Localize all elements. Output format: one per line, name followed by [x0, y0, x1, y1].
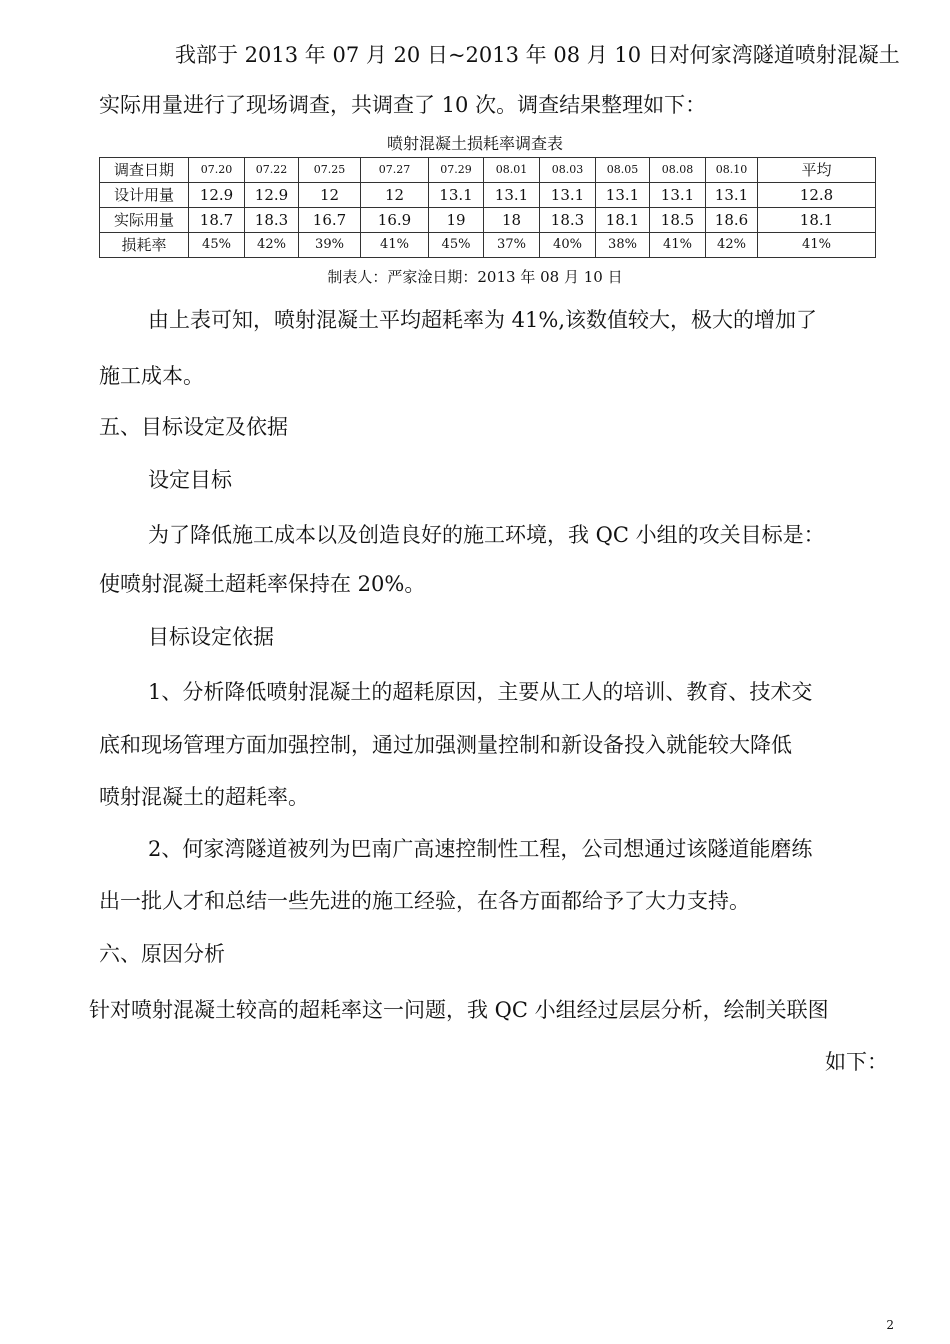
table-cell: 13.1 [650, 183, 706, 208]
goal-line-2: 使喷射混凝土超耗率保持在 20%。 [99, 572, 426, 596]
section-5-subheading-goal: 设定目标 [148, 468, 232, 492]
table-cell: 08.03 [540, 158, 596, 183]
basis-1-line-1: 1、分析降低喷射混凝土的超耗原因，主要从工人的培训、教育、技术交 [148, 680, 813, 704]
table-cell: 平均 [758, 158, 876, 183]
table-cell: 13.1 [484, 183, 540, 208]
table-cell: 37% [484, 233, 540, 258]
table-cell: 13.1 [596, 183, 650, 208]
table-cell: 42% [706, 233, 758, 258]
table-cell: 12.9 [189, 183, 245, 208]
section-5-heading: 五、目标设定及依据 [99, 415, 288, 439]
table-cell: 07.29 [429, 158, 484, 183]
table-cell: 12 [361, 183, 429, 208]
table-cell: 40% [540, 233, 596, 258]
table-cell: 18.1 [596, 208, 650, 233]
table-cell: 42% [245, 233, 299, 258]
basis-1-line-3: 喷射混凝土的超耗率。 [99, 785, 309, 809]
conclusion-line-2: 施工成本。 [99, 364, 204, 388]
table-cell: 41% [758, 233, 876, 258]
loss-rate-table [99, 157, 876, 258]
row-header-cell: 调查日期 [100, 158, 189, 183]
section-5-subheading-basis: 目标设定依据 [148, 625, 274, 649]
table-cell: 18.5 [650, 208, 706, 233]
conclusion-line-1: 由上表可知，喷射混凝土平均超耗率为 41%,该数值较大，极大的增加了 [148, 308, 818, 332]
table-cell: 07.22 [245, 158, 299, 183]
table-maker-note: 制表人：严家淦日期：2013 年 08 月 10 日 [327, 268, 623, 286]
table-cell: 12.9 [245, 183, 299, 208]
intro-line-2: 实际用量进行了现场调查，共调查了 10 次。调查结果整理如下： [99, 93, 707, 117]
table-cell: 07.20 [189, 158, 245, 183]
table-cell: 08.01 [484, 158, 540, 183]
table-cell: 07.25 [299, 158, 361, 183]
table-cell: 18.3 [245, 208, 299, 233]
table-cell: 18.7 [189, 208, 245, 233]
section-6-heading: 六、原因分析 [99, 942, 225, 966]
table-cell: 16.9 [361, 208, 429, 233]
table-cell: 19 [429, 208, 484, 233]
row-dates [100, 158, 876, 183]
table-cell: 41% [650, 233, 706, 258]
table-cell: 18 [484, 208, 540, 233]
table-cell: 16.7 [299, 208, 361, 233]
table-cell: 45% [189, 233, 245, 258]
table-cell: 18.3 [540, 208, 596, 233]
row-actual-amount [100, 208, 876, 233]
table-cell: 12.8 [758, 183, 876, 208]
table-cell: 12 [299, 183, 361, 208]
row-loss-rate [100, 233, 876, 258]
row-header-cell: 设计用量 [100, 183, 189, 208]
goal-line-1: 为了降低施工成本以及创造良好的施工环境，我 QC 小组的攻关目标是： [148, 523, 825, 547]
table-cell: 18.6 [706, 208, 758, 233]
page-number: 2 [886, 1318, 894, 1332]
table-cell: 08.10 [706, 158, 758, 183]
basis-1-line-2: 底和现场管理方面加强控制，通过加强测量控制和新设备投入就能较大降低 [99, 733, 792, 757]
table-cell: 07.27 [361, 158, 429, 183]
table-cell: 13.1 [540, 183, 596, 208]
table-cell: 08.08 [650, 158, 706, 183]
table-cell: 39% [299, 233, 361, 258]
table-cell: 13.1 [706, 183, 758, 208]
table-cell: 45% [429, 233, 484, 258]
section-6-line-1: 针对喷射混凝土较高的超耗率这一问题，我 QC 小组经过层层分析，绘制关联图 [89, 998, 829, 1022]
table-caption: 喷射混凝土损耗率调查表 [386, 134, 563, 153]
table-cell: 13.1 [429, 183, 484, 208]
table-cell: 38% [596, 233, 650, 258]
basis-2-line-1: 2、何家湾隧道被列为巴南广高速控制性工程，公司想通过该隧道能磨练 [148, 837, 813, 861]
table-cell: 08.05 [596, 158, 650, 183]
basis-2-line-2: 出一批人才和总结一些先进的施工经验，在各方面都给予了大力支持。 [99, 889, 750, 913]
row-header-cell: 损耗率 [100, 233, 189, 258]
table-cell: 41% [361, 233, 429, 258]
row-design-amount [100, 183, 876, 208]
intro-line-1: 我部于 2013 年 07 月 20 日~2013 年 08 月 10 日对何家湾隧道喷射混凝土 [175, 43, 900, 67]
row-header-cell: 实际用量 [100, 208, 189, 233]
table-cell: 18.1 [758, 208, 876, 233]
section-6-line-2: 如下： [825, 1050, 888, 1074]
